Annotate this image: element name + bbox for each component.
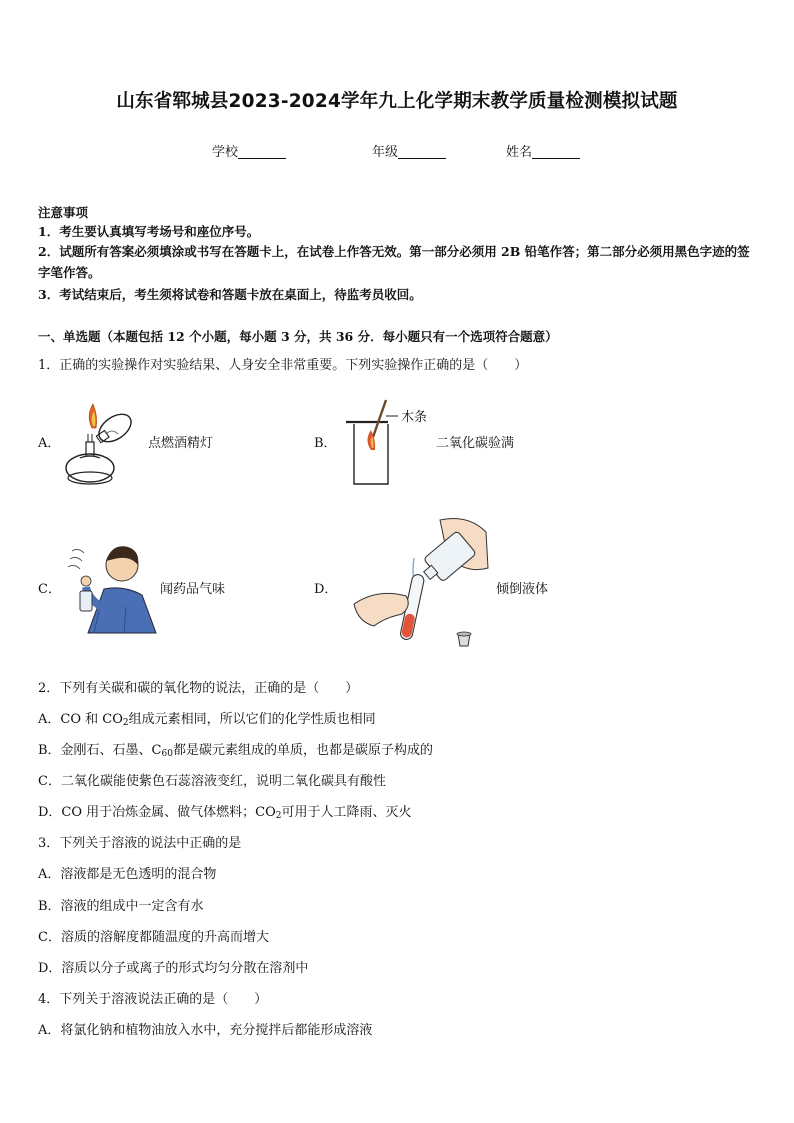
- question-2-stem: 2．下列有关碳和碳的氧化物的说法，正确的是（ ）: [38, 681, 359, 696]
- co2-test-figure: [340, 396, 440, 488]
- q2-d-text: D．CO 用于冶炼金属、做气体燃料；CO: [38, 805, 276, 820]
- q2-option-c: C．二氧化碳能使紫色石蕊溶液变红，说明二氧化碳具有酸性: [38, 774, 386, 789]
- school-blank: [238, 144, 286, 159]
- name-label: 姓名: [506, 145, 533, 160]
- q2-a-sub: 2: [122, 718, 129, 728]
- question-1-stem: 1．正确的实验操作对实验结果、人身安全非常重要。下列实验操作正确的是（ ）: [38, 358, 528, 373]
- q1-option-c-caption: 闻药品气味: [160, 582, 226, 597]
- q1-option-b-letter: B．: [314, 436, 337, 451]
- q4-option-a: A．将氯化钠和植物油放入水中，充分搅拌后都能形成溶液: [38, 1023, 373, 1038]
- grade-blank: [398, 144, 446, 159]
- question-3-stem: 3．下列关于溶液的说法中正确的是: [38, 836, 242, 851]
- q2-b-text-rest: 都是碳元素组成的单质，也都是碳原子构成的: [172, 743, 433, 758]
- smelling-chemical-figure: [64, 537, 160, 635]
- q3-option-c: C．溶质的溶解度都随温度的升高而增大: [38, 930, 269, 945]
- q2-b-sub: 60: [161, 749, 173, 759]
- q2-d-text-rest: 可用于人工降雨、灭火: [281, 805, 412, 820]
- pouring-liquid-figure: [348, 514, 496, 654]
- q1-option-c-letter: C．: [38, 582, 61, 597]
- name-blank: [532, 144, 580, 159]
- question-4-stem: 4．下列关于溶液说法正确的是（ ）: [38, 992, 268, 1007]
- q3-option-a: A．溶液都是无色透明的混合物: [38, 867, 217, 882]
- q1-option-d-letter: D．: [314, 582, 338, 597]
- wood-stick-label: 木条: [401, 410, 428, 425]
- alcohol-lamp-lighting-figure: [60, 398, 150, 490]
- q1-option-a-caption: 点燃酒精灯: [148, 436, 214, 451]
- notice-item-2: 2．试题所有答案必须填涂或书写在答题卡上，在试卷上作答无效。第一部分必须用 2B 铅笔作答；第二部分必须用黑色字迹的签字笔作答。: [38, 244, 750, 280]
- q2-option-a: [38, 708, 376, 728]
- school-label: 学校: [212, 145, 239, 160]
- q2-a-text-rest: 组成元素相同，所以它们的化学性质也相同: [128, 712, 376, 727]
- q2-a-text: A．CO 和 CO: [38, 712, 123, 727]
- section-heading: 一、单选题（本题包括 12 个小题，每小题 3 分，共 36 分．每小题只有一个选项符合题意）: [38, 329, 558, 344]
- q1-option-b-caption: 二氧化碳验满: [436, 436, 515, 451]
- q1-option-d-caption: 倾倒液体: [496, 582, 549, 597]
- q2-d-sub: 2: [275, 811, 282, 821]
- q3-option-d: D．溶质以分子或离子的形式均匀分散在溶剂中: [38, 961, 309, 976]
- school-field: [212, 141, 286, 160]
- page-title: 山东省郓城县2023-2024学年九上化学期末教学质量检测模拟试题: [116, 91, 678, 112]
- q3-option-b: B．溶液的组成中一定含有水: [38, 899, 204, 914]
- name-field: [506, 141, 580, 160]
- notice-item-1: 1．考生要认真填写考场号和座位序号。: [38, 224, 260, 239]
- q2-option-d: [38, 801, 412, 821]
- q2-b-text: B．金刚石、石墨、C: [38, 743, 162, 758]
- notice-item-3: 3．考试结束后，考生须将试卷和答题卡放在桌面上，待监考员收回。: [38, 287, 422, 302]
- q2-option-b: [38, 739, 433, 759]
- grade-field: [372, 141, 446, 160]
- q1-option-a-letter: A．: [38, 436, 61, 451]
- notice-heading: 注意事项: [38, 205, 89, 220]
- grade-label: 年级: [372, 145, 399, 160]
